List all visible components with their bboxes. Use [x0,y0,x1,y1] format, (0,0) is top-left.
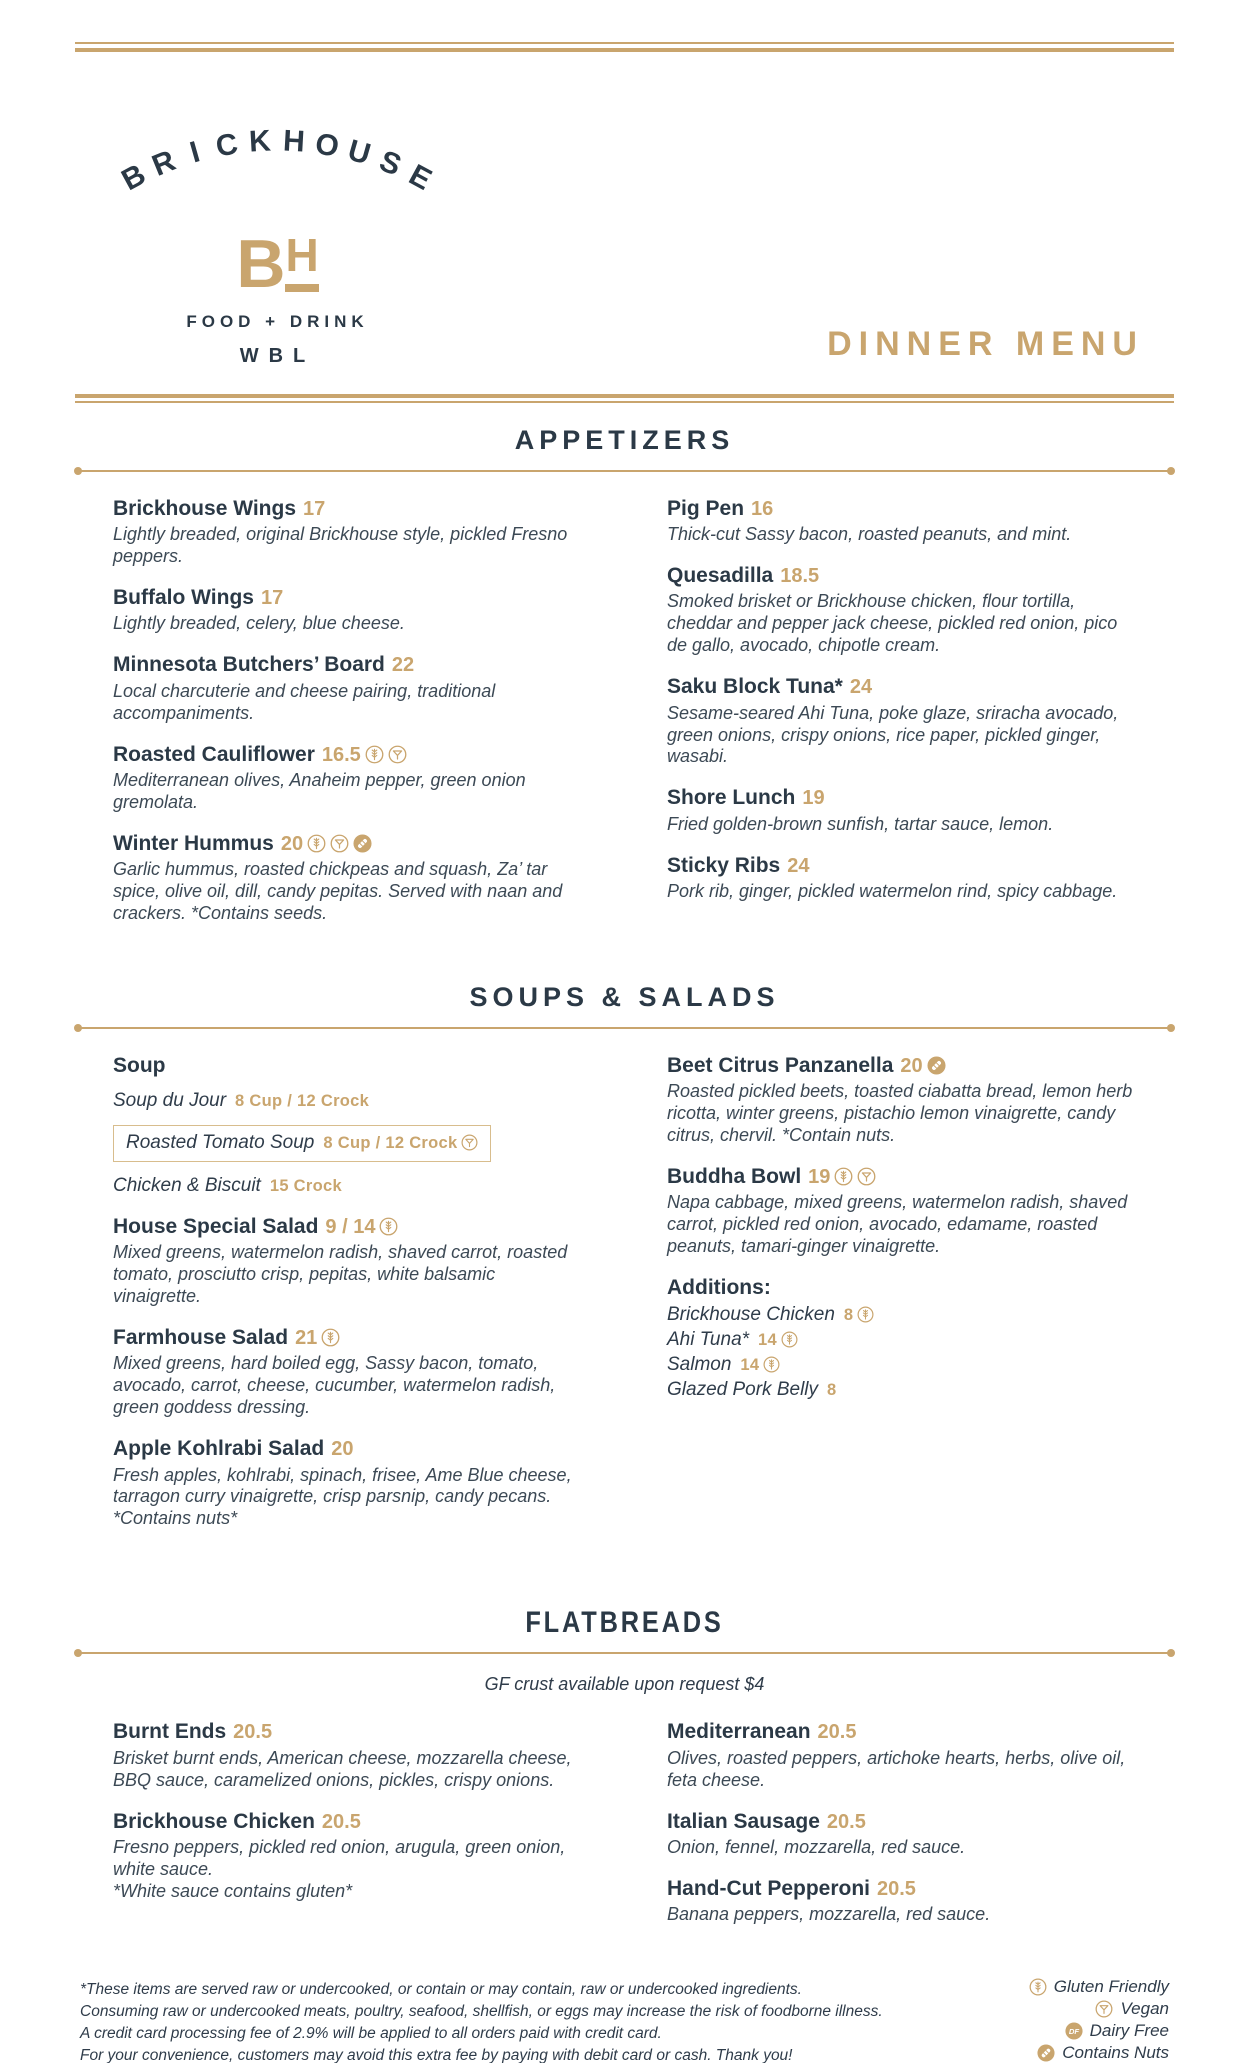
group-title: Additions: [667,1276,771,1299]
brand-arc-letter: H [281,124,306,159]
item-price: 20.5 [826,1810,866,1833]
menu-item [667,496,1136,546]
section-columns [75,496,1174,942]
gluten-friendly-icon [307,834,326,853]
brand-arc-letter: S [374,144,406,183]
item-description: Garlic hummus, roasted chickpeas and squash, Za’ tar spice, olive oil, dill, candy pepitas. Served with naan and crackers. *Contains seeds. [113,858,563,923]
menu-sections [75,425,1174,1943]
item-description: Lightly breaded, original Brickhouse style, pickled Fresno peppers. [113,524,568,567]
item-description: Fresno peppers, pickled red onion, arugula, green onion, white sauce. [113,1836,566,1879]
item-description: Pork rib, ginger, pickled watermelon rind, spicy cabbage. [667,880,1118,901]
menu-section [75,425,1174,942]
item-price: 22 [391,654,415,677]
item-description: Olives, roasted peppers, artichoke hearts, herbs, olive oil, feta cheese. [667,1747,1126,1790]
brand-arc-letter: E [403,158,438,197]
item-name: Salmon [667,1354,732,1376]
item-name: Mediterranean [667,1720,811,1744]
disclaimer-line: *These items are served raw or undercooked, or contain or may contain, raw or undercooked ingredients. [80,1980,802,1998]
disclaimer-text [80,1979,883,2063]
item-description: Mixed greens, watermelon radish, shaved carrot, roasted tomato, prosciutto crisp, pepitas, white balsamic vinaigrette. [113,1242,568,1307]
item-price: 20 [331,1438,354,1461]
contains-nuts-icon [927,1056,946,1075]
brand-arc-letter: B [116,157,152,198]
section-divider [75,1652,1174,1654]
item-name: Italian Sausage [667,1809,820,1833]
item-name: Saku Block Tuna* [667,675,843,699]
item-description: Lightly breaded, celery, blue cheese. [113,613,405,634]
item-price: 17 [260,587,284,610]
menu-column [113,1719,582,1943]
menu-item [113,496,582,568]
menu-column [113,1053,582,1548]
item-name: Farmhouse Salad [113,1326,289,1350]
dietary-legend [1025,1975,1169,2063]
gluten-friendly-icon [365,745,384,764]
dairy-free-icon [1065,2022,1083,2040]
gluten-friendly-icon [321,1328,340,1347]
menu-subitem [667,1379,1136,1401]
item-name: Sticky Ribs [667,853,781,877]
menu-item [113,1719,582,1791]
highlight-box [113,1125,491,1162]
brand-arc-letter: O [312,126,341,164]
brand-arc-letter: I [186,135,204,170]
item-name: Burnt Ends [113,1720,227,1744]
item-price: 8 [843,1306,854,1325]
item-price: 20 [900,1054,923,1077]
item-price: 17 [303,498,326,520]
vegan-icon [461,1134,478,1151]
brand-logo [105,119,450,368]
item-description: Napa cabbage, mixed greens, watermelon radish, shaved carrot, pickled red onion, avocado, edamame, roasted peanuts, tamari-ginger vinaigrette. [667,1192,1128,1257]
item-name: Quesadilla [667,564,774,588]
menu-item [667,1053,1136,1147]
item-name: Brickhouse Chicken [113,1809,315,1833]
item-name: Buffalo Wings [113,586,254,610]
menu-item [667,1876,1136,1926]
item-price: 8 Cup / 12 Crock [235,1092,370,1111]
brand-location: WBL [239,345,316,367]
menu-item [113,1809,582,1903]
brand-arc-letter: C [213,127,241,164]
menu-section [75,1607,1174,1943]
item-description: Mixed greens, hard boiled egg, Sassy bacon, tomato, avocado, carrot, cheese, cucumber, watermelon radish, green goddess dressing. [113,1353,556,1418]
item-price: 20.5 [817,1721,857,1744]
legend-row [1025,1977,1169,1997]
menu-subitem [113,1123,582,1164]
item-description: Sesame-seared Ahi Tuna, poke glaze, sriracha avocado, green onions, crispy onions, rice paper, pickled ginger, wasabi. [667,702,1119,767]
vegan-icon [330,834,349,853]
item-name: Beet Citrus Panzanella [667,1053,894,1077]
gluten-friendly-icon [379,1217,398,1236]
vegan-icon [857,1167,876,1186]
legend-label: Vegan [1120,1998,1169,2018]
item-name: Pig Pen [667,497,745,520]
section-title: SOUPS & SALADS [469,981,780,1012]
section-columns [75,1053,1174,1548]
item-name: Chicken & Biscuit [113,1175,261,1197]
item-description: Fresh apples, kohlrabi, spinach, frisee, Ame Blue cheese, tarragon curry vinaigrette, crisp parsnip, candy pecans. *Contains nuts* [113,1464,572,1529]
footer [75,1975,1174,2063]
item-price: 20 [280,832,304,855]
item-description: Banana peppers, mozzarella, red sauce. [667,1903,991,1924]
item-description: Thick-cut Sassy bacon, roasted peanuts, and mint. [667,524,1072,545]
item-price: 16 [751,498,774,520]
menu-item [667,1809,1136,1859]
brand-arc [105,119,450,231]
item-price: 20.5 [877,1877,916,1900]
menu-column [113,496,582,942]
contains-nuts-icon [353,834,372,853]
legend-row [1025,2021,1169,2041]
item-price: 18.5 [780,565,820,588]
item-name: Roasted Tomato Soup [126,1132,315,1154]
item-price: 14 [740,1356,760,1375]
section-title: FLATBREADS [525,1605,724,1639]
disclaimer-line: For your convenience, customers may avoid this extra fee by paying with debit card or cash. Thank you! [80,2046,793,2063]
item-price: 20.5 [321,1810,361,1833]
menu-subitem [667,1329,1136,1351]
monogram-letter-b: B [236,226,286,303]
menu-title: DINNER MENU [827,325,1144,363]
item-name: Hand-Cut Pepperoni [667,1876,870,1900]
item-name: Ahi Tuna* [667,1329,750,1351]
menu-item [113,1214,582,1308]
item-name: Shore Lunch [667,786,796,810]
menu-subitem [667,1304,1136,1326]
header [105,78,1144,368]
item-price: 15 Crock [269,1177,342,1196]
gluten-friendly-icon [1029,1978,1047,1996]
top-rule [75,42,1174,52]
menu-subitem [113,1175,582,1197]
brand-arc-letter: K [248,124,273,159]
item-price: 20.5 [233,1721,273,1744]
menu-section [75,982,1174,1548]
menu-column [667,496,1136,942]
group-title: Soup [113,1053,166,1077]
item-name: Buddha Bowl [667,1164,802,1188]
menu-item [667,785,1136,835]
section-divider [75,1027,1174,1029]
item-price: 21 [295,1327,318,1350]
disclaimer-line: Consuming raw or undercooked meats, poultry, seafood, shellfish, or eggs may increase the risk of foodborne illness. [80,2002,883,2020]
item-name: House Special Salad [113,1215,319,1239]
item-description: Onion, fennel, mozzarella, red sauce. [667,1836,966,1857]
menu-item-group [113,1053,582,1197]
item-price: 9 / 14 [325,1216,376,1239]
vegan-icon [1095,2000,1113,2018]
item-name: Brickhouse Chicken [667,1304,835,1326]
gluten-friendly-icon [857,1306,874,1323]
section-title: APPETIZERS [514,425,735,455]
item-description: Mediterranean olives, Anaheim pepper, green onion gremolata. [113,769,526,812]
legend-row [1025,1999,1169,2019]
header-rule [75,394,1174,403]
brand-arc-letter: R [147,143,180,183]
menu-item [667,674,1136,768]
menu-item [113,585,582,635]
item-price: 24 [787,854,810,877]
menu-subitem [667,1354,1136,1376]
contains-nuts-icon [1037,2044,1055,2062]
menu-item [113,1436,582,1530]
section-note: GF crust available upon request $4 [484,1674,765,1695]
item-price: 19 [808,1165,831,1188]
item-description: Brisket burnt ends, American cheese, mozzarella cheese, BBQ sauce, caramelized onions, pickles, crispy onions. [113,1747,572,1790]
menu-item [667,1164,1136,1258]
gluten-friendly-icon [834,1167,853,1186]
item-price: 19 [802,787,825,810]
brand-monogram [105,226,450,303]
section-divider [75,470,1174,472]
item-description: Roasted pickled beets, toasted ciabatta bread, lemon herb ricotta, winter greens, pistachio lemon vinaigrette, candy citrus, chervil. *Contain nuts. [667,1081,1133,1145]
disclaimer-line: A credit card processing fee of 2.9% will be applied to all orders paid with credit card. [80,2024,662,2042]
menu-subitem [113,1090,582,1112]
menu-item [113,742,582,814]
section-columns [75,1719,1174,1943]
item-description: Local charcuterie and cheese pairing, traditional accompaniments. [113,680,496,723]
item-description: Fried golden-brown sunfish, tartar sauce, lemon. [667,813,1054,834]
legend-label: Dairy Free [1089,2020,1169,2040]
item-description: Smoked brisket or Brickhouse chicken, flour tortilla, cheddar and pepper jack cheese, pickled red onion, pico de gallo, avocado, chipotle cream. [667,591,1118,656]
vegan-icon [388,745,407,764]
menu-item [667,1719,1136,1791]
item-price: 8 [827,1381,837,1400]
item-price: 14 [758,1331,777,1350]
item-name: Apple Kohlrabi Salad [113,1437,325,1461]
monogram-letter-h: H [285,234,318,292]
menu-item [113,652,582,724]
svg-text:DF: DF [1068,2026,1079,2036]
item-name: Minnesota Butchers’ Board [113,653,385,677]
menu-column [667,1053,1136,1548]
legend-label: Gluten Friendly [1053,1976,1169,1996]
brand-arc-letter: U [344,133,374,172]
menu-item-group [667,1275,1136,1401]
item-name: Winter Hummus [113,831,274,855]
menu-item [667,853,1136,903]
menu-item [113,1325,582,1419]
item-name: Soup du Jour [113,1090,227,1112]
menu-column [667,1719,1136,1943]
gluten-friendly-icon [781,1331,798,1348]
item-note: *White sauce contains gluten* [113,1880,353,1901]
legend-row [1025,2043,1169,2063]
menu-item [667,563,1136,657]
item-name: Glazed Pork Belly [667,1379,819,1401]
item-name: Roasted Cauliflower [113,742,315,766]
item-price: 16.5 [321,743,361,766]
item-name: Brickhouse Wings [113,497,297,520]
brand-tagline: FOOD + DRINK [186,312,369,331]
gluten-friendly-icon [763,1356,780,1373]
menu-item [113,831,582,925]
item-price: 24 [849,676,873,699]
legend-label: Contains Nuts [1062,2042,1169,2062]
item-price: 8 Cup / 12 Crock [323,1134,458,1153]
